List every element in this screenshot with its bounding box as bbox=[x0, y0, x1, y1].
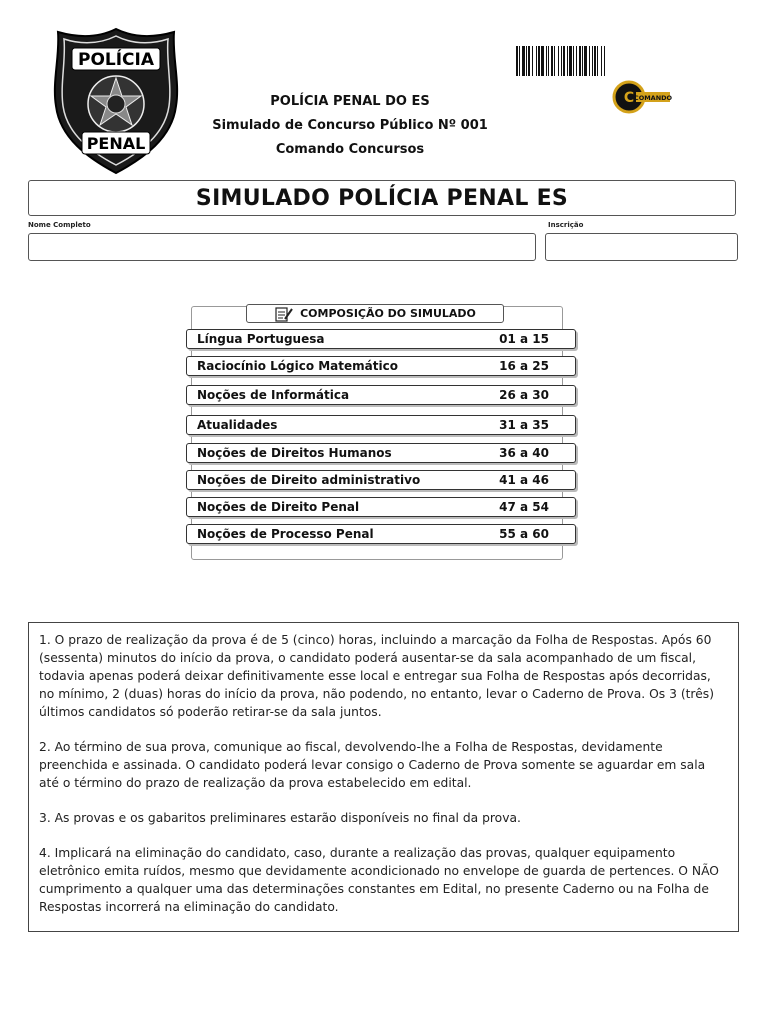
row-subject: Noções de Direitos Humanos bbox=[197, 446, 392, 460]
nome-completo-field[interactable] bbox=[28, 233, 536, 261]
row-range: 41 a 46 bbox=[499, 473, 549, 487]
nome-label: Nome Completo bbox=[28, 221, 91, 229]
composition-row bbox=[186, 415, 576, 435]
row-range: 47 a 54 bbox=[499, 500, 549, 514]
inscricao-label: Inscrição bbox=[548, 221, 584, 229]
row-range: 36 a 40 bbox=[499, 446, 549, 460]
barcode-icon bbox=[516, 46, 742, 76]
badge-bottom-text: PENAL bbox=[86, 134, 146, 153]
row-range: 55 a 60 bbox=[499, 527, 549, 541]
composition-row bbox=[186, 524, 576, 544]
header-line-3: Comando Concursos bbox=[275, 142, 425, 157]
notepad-pencil-icon bbox=[274, 306, 294, 322]
comando-logo-text: COMANDO bbox=[633, 94, 672, 102]
composition-title: COMPOSIÇÃO DO SIMULADO bbox=[300, 307, 476, 320]
composition-row bbox=[186, 470, 576, 490]
row-subject: Noções de Informática bbox=[197, 388, 350, 402]
composition-row bbox=[186, 443, 576, 463]
instruction-paragraph: 2. Ao término de sua prova, comunique ao fiscal, devolvendo-lhe a Folha de Respostas, devidamente preenchida e assinada. O candidato poderá levar consigo o Caderno de Prova somente se aguardar em sala até o término do prazo de realização da prova estabelecido em edital. bbox=[39, 740, 706, 790]
composition-row bbox=[186, 497, 576, 517]
instruction-paragraph: 3. As provas e os gabaritos preliminares estarão disponíveis no final da prova. bbox=[39, 811, 521, 825]
page-title: SIMULADO POLÍCIA PENAL ES bbox=[195, 185, 569, 211]
row-subject: Noções de Direito Penal bbox=[197, 500, 360, 514]
composition-header bbox=[246, 304, 504, 323]
row-subject: Língua Portuguesa bbox=[197, 332, 325, 346]
police-badge-icon bbox=[52, 26, 180, 176]
row-subject: Atualidades bbox=[197, 418, 278, 432]
comando-logo-icon bbox=[612, 80, 672, 114]
header-line-2: Simulado de Concurso Público Nº 001 bbox=[212, 118, 488, 133]
instructions-box bbox=[28, 622, 739, 932]
row-subject: Raciocínio Lógico Matemático bbox=[197, 359, 398, 373]
row-subject: Noções de Processo Penal bbox=[197, 527, 374, 541]
row-subject: Noções de Direito administrativo bbox=[197, 473, 421, 487]
instruction-paragraph: 1. O prazo de realização da prova é de 5 (cinco) horas, incluindo a marcação da Folha de Respostas. Após 60 (sessenta) minutos do início da prova, o candidato poderá ausentar-se da sala acompanhado de um fiscal, todavia apenas poderá deixar definitivamente esse local e entregar sua Folha de Respostas após decorridas, no mínimo, 2 (duas) horas do início da prova, não podendo, no entanto, levar o Caderno de Prova. Os 3 (três) últimos candidatos só poderão retirar-se da sala juntos. bbox=[39, 633, 714, 719]
composition-row bbox=[186, 329, 576, 349]
row-range: 26 a 30 bbox=[499, 388, 549, 402]
inscricao-field[interactable] bbox=[545, 233, 738, 261]
composition-row bbox=[186, 385, 576, 405]
composition-row bbox=[186, 356, 576, 376]
svg-text:C: C bbox=[623, 90, 635, 106]
header-line-1: POLÍCIA PENAL DO ES bbox=[270, 94, 430, 109]
title-banner bbox=[28, 180, 736, 216]
row-range: 01 a 15 bbox=[499, 332, 549, 346]
instruction-paragraph: 4. Implicará na eliminação do candidato, caso, durante a realização das provas, qualquer equipamento eletrônico emita ruídos, mesmo que devidamente acondicionado no envelope de guarda de pertences. O NÃO cumprimento a qualquer uma das determinações constantes em Edital, no presente Caderno ou na Folha de Respostas incorrerá na eliminação do candidato. bbox=[39, 846, 719, 914]
row-range: 16 a 25 bbox=[499, 359, 549, 373]
badge-top-text: POLÍCIA bbox=[77, 50, 155, 70]
row-range: 31 a 35 bbox=[499, 418, 549, 432]
